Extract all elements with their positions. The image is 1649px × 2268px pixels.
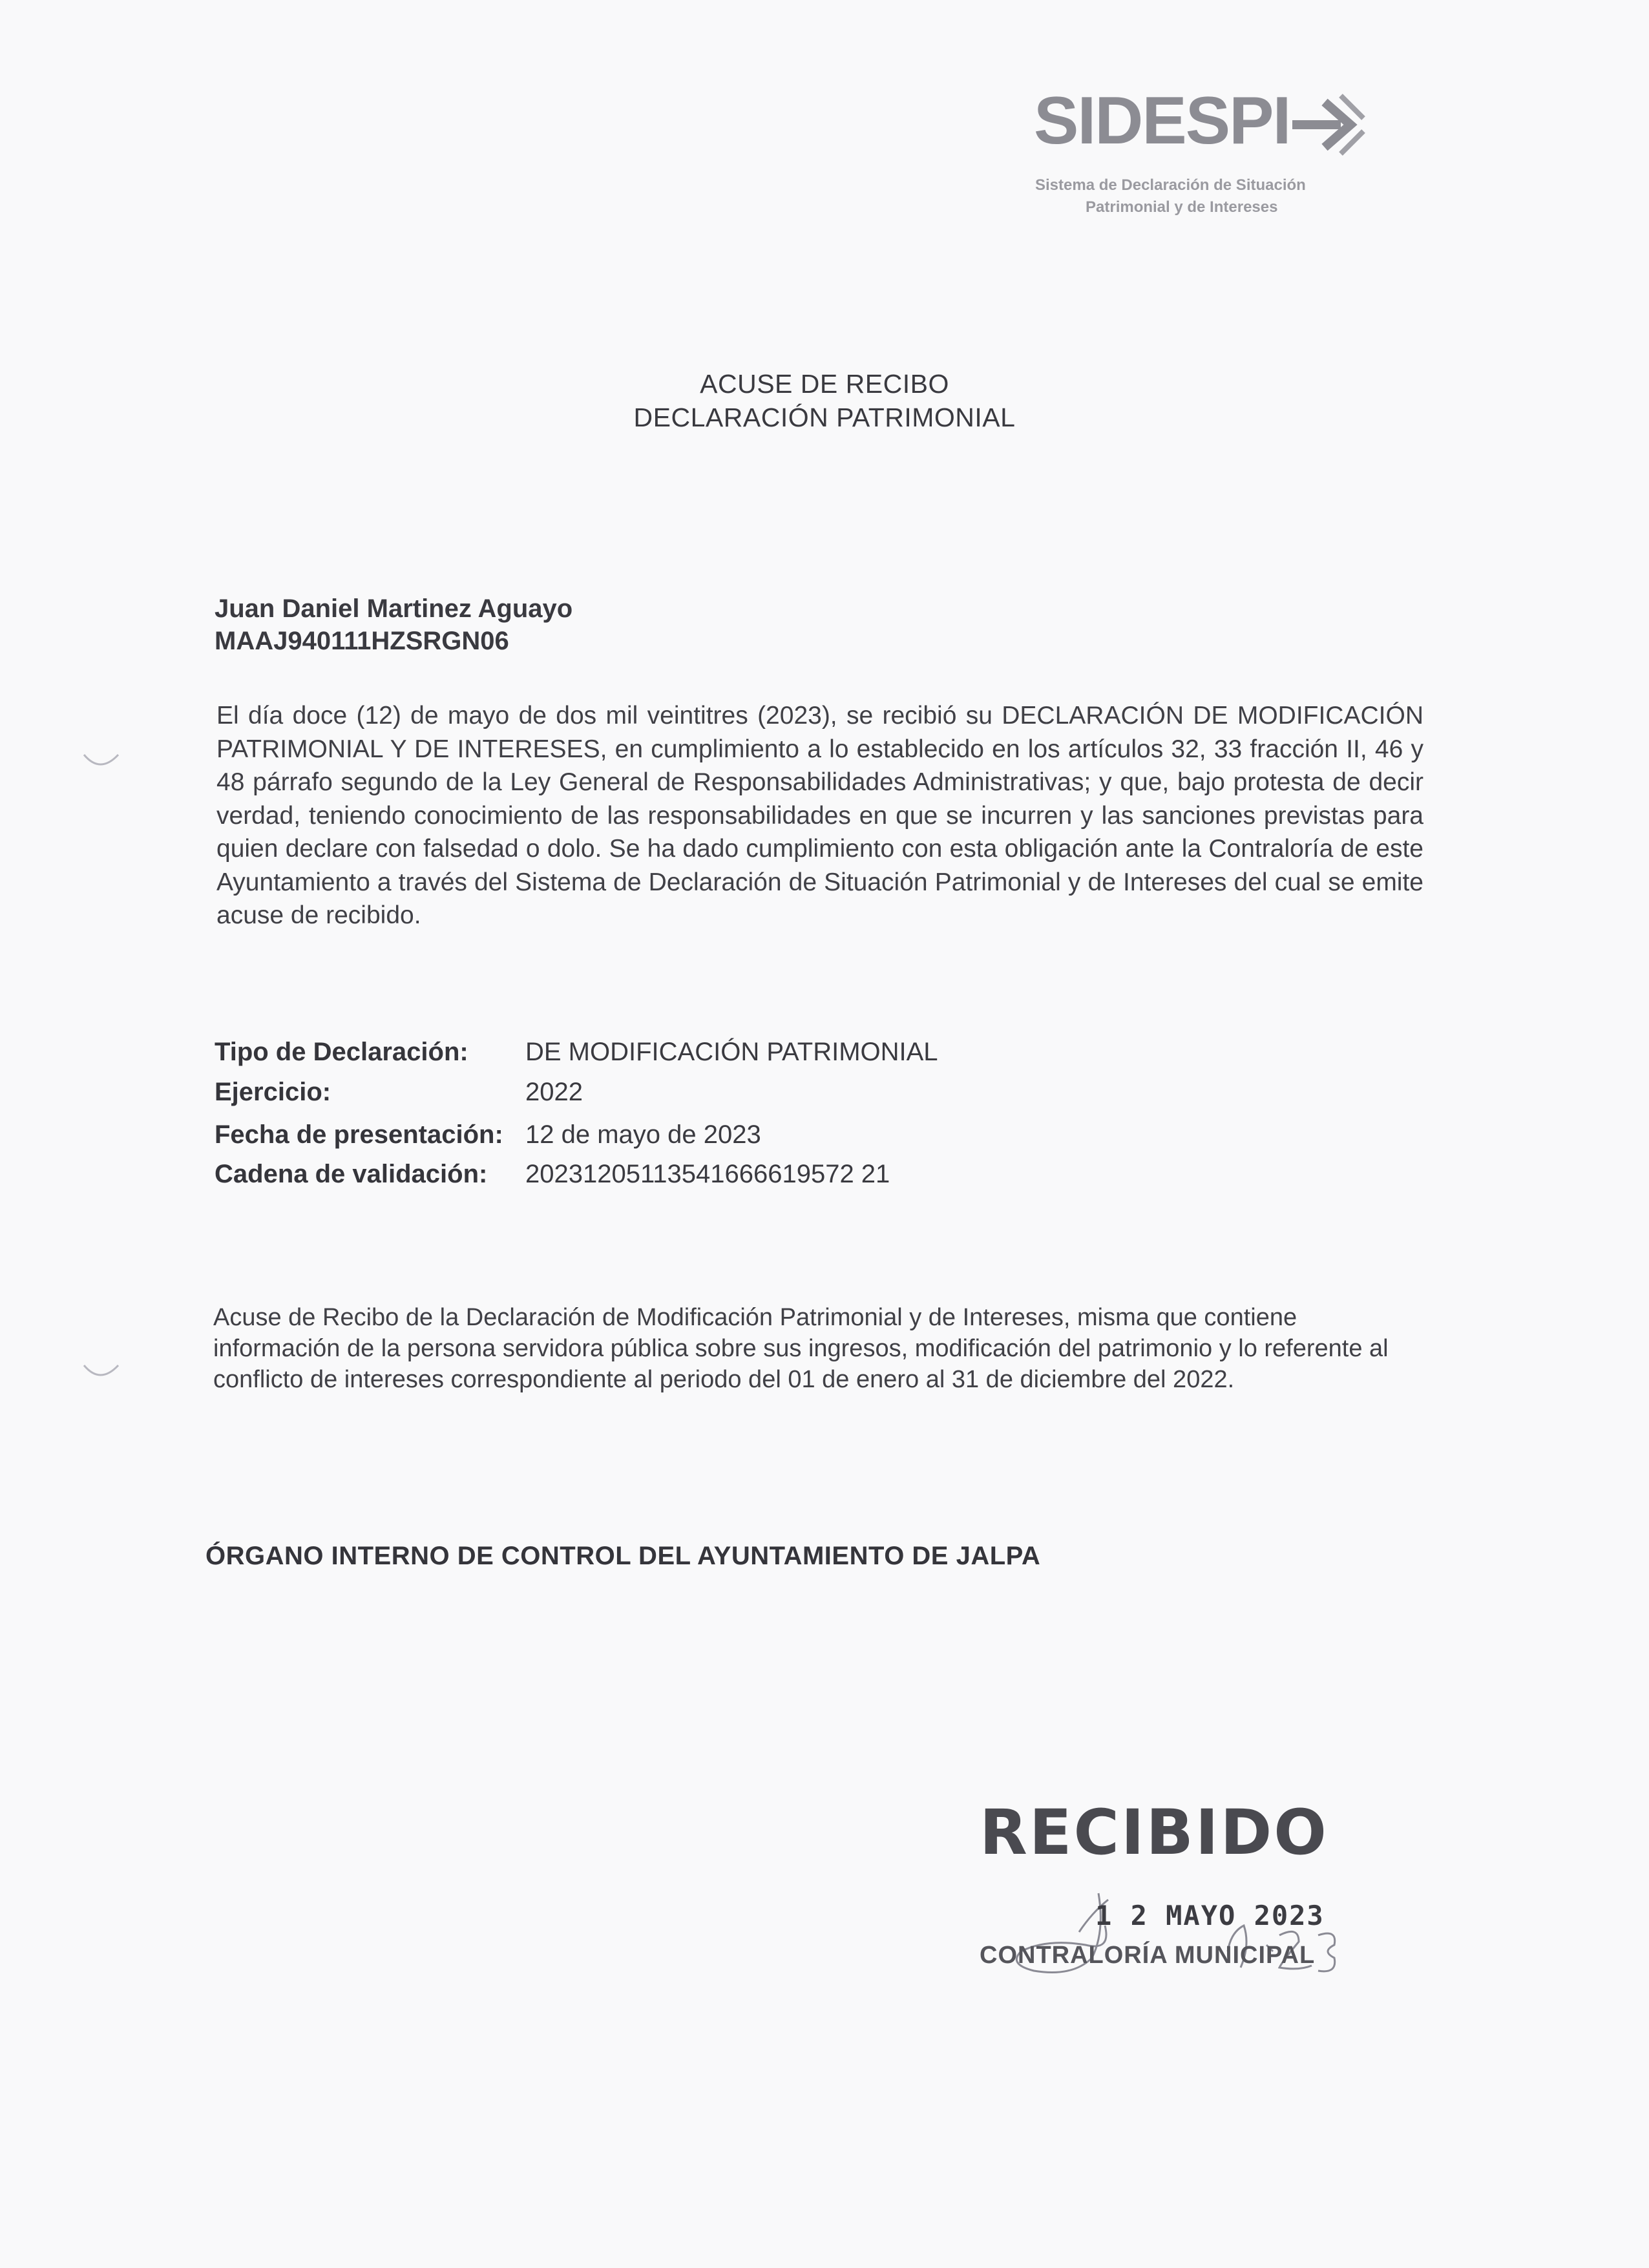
field-value-ejercicio: 2022: [525, 1078, 583, 1106]
binder-hole-mark: [81, 743, 120, 782]
field-label-fecha: Fecha de presentación:: [215, 1120, 503, 1149]
binder-hole-mark: [81, 1354, 120, 1392]
field-value-fecha: 12 de mayo de 2023: [525, 1120, 761, 1149]
field-label-tipo: Tipo de Declaración:: [215, 1038, 468, 1066]
logo-subtitle: Patrimonial y de Intereses: [1086, 198, 1278, 216]
receipt-paragraph: El día doce (12) de mayo de dos mil veintitres (2023), se recibió su DECLARACIÓN DE MODIFICACIÓN PATRIMONIAL Y DE INTERESES, en cumplimiento a lo establecido en los artículos 32, 33 fracción II, 46 y 48 párrafo segundo de la Ley General de Responsabilidades Administrativas; y que, bajo protesta de decir verdad, teniendo conocimiento de las responsabilidades en que se incurren y las sanciones previstas para quien declare con falsedad o dolo. Se ha dado cumplimiento con esta obligación ante la Contraloría de este Ayuntamiento a través del Sistema de Declaración de Situación Patrimonial y de Intereses del cual se emite acuse de recibido.: [216, 702, 1423, 929]
logo-wordmark: SIDESPI: [1034, 83, 1290, 158]
receipt-description: Acuse de Recibo de la Declaración de Modificación Patrimonial y de Intereses, misma que contiene información de la persona servidora pública sobre sus ingresos, modificación del patrimonio y lo referente al conflicto de intereses correspondiente al periodo del 01 de enero al 31 de diciembre del 2022.: [213, 1304, 1389, 1393]
sidespi-logo: [1034, 83, 1370, 223]
stamp-organization: CONTRALORÍA MUNICIPAL: [980, 1942, 1316, 1969]
field-value-tipo: DE MODIFICACIÓN PATRIMONIAL: [525, 1038, 938, 1066]
field-label-cadena: Cadena de validación:: [215, 1160, 488, 1188]
document-title: ACUSE DE RECIBO: [700, 369, 949, 399]
stamp-title: RECIBIDO: [980, 1796, 1329, 1869]
declarant-id: MAAJ940111HZSRGN06: [215, 627, 509, 655]
declarant-name: Juan Daniel Martinez Aguayo: [215, 594, 573, 623]
field-value-cadena: 20231205113541666619572 21: [525, 1160, 890, 1188]
field-label-ejercicio: Ejercicio:: [215, 1078, 331, 1106]
document-subtitle: DECLARACIÓN PATRIMONIAL: [633, 403, 1016, 432]
issuing-body: ÓRGANO INTERNO DE CONTROL DEL AYUNTAMIENTO DE JALPA: [205, 1542, 1041, 1570]
arrow-icon: [1289, 92, 1367, 157]
stamp-date: 1 2 MAYO 2023: [1095, 1900, 1325, 1931]
logo-subtitle: Sistema de Declaración de Situación: [1035, 176, 1306, 194]
received-stamp: [969, 1796, 1370, 2010]
